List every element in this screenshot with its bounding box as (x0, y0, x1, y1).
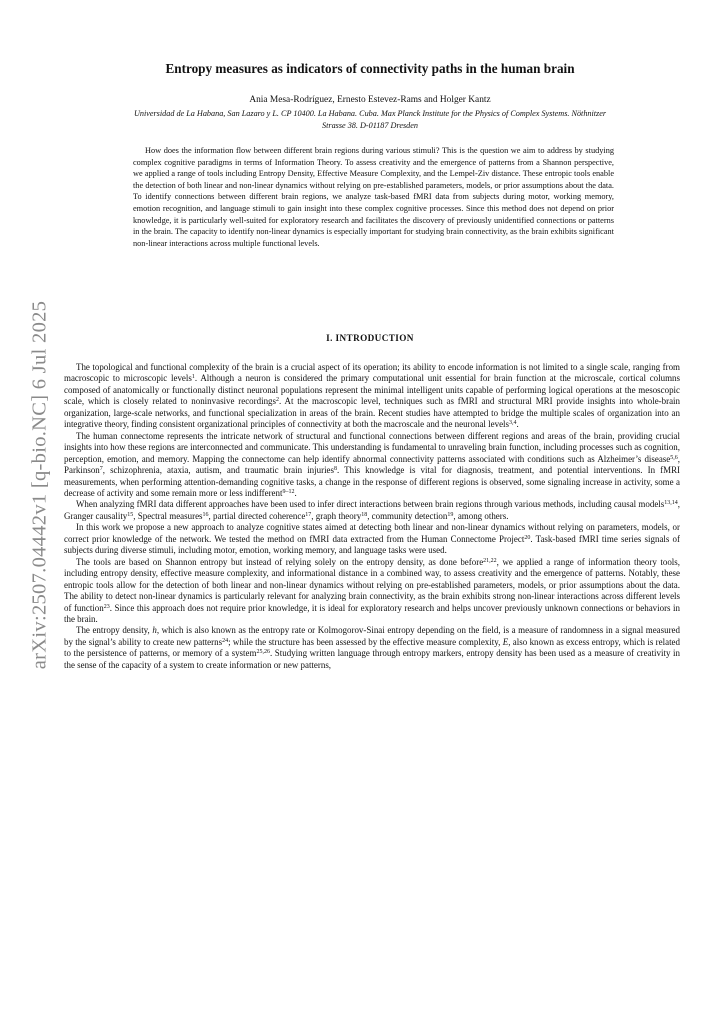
paragraph (64, 431, 680, 500)
text: , Parkinson (64, 453, 680, 476)
author-list: Ania Mesa-Rodríguez, Ernesto Estevez-Rams and Holger Kantz (249, 95, 491, 105)
citation: 13,14 (664, 500, 678, 507)
paragraph (64, 362, 680, 431)
text: The human connectome represents the intricate network of structural and functional connections between different regions and areas of the brain, providing crucial insights into how these regions are interconnected and communicate. This understanding is fundamental to unraveling brain function, including processes such as cognition, perception, emotion, and memory. Mapping the connectome can help identify abnormal connectivity patterns associated with conditions such as Alzheimer’s disease (64, 430, 680, 464)
paragraph (64, 625, 680, 671)
text: In this work we propose a new approach to analyze cognitive states aimed at detecting both linear and non-linear dynamics without relying on parameters, models, or correct prior knowledge of the network. We tested the method on fMRI data extracted from the Human Connectome Project (64, 522, 680, 544)
citation: 16 (202, 511, 209, 518)
text: , which is also known as the entropy rate or Kolmogorov-Sinai entropy depending on the field, is a measure of randomness in a signal measured by the signal’s ability to create new patterns (64, 625, 680, 647)
section-heading: I. INTRODUCTION (326, 333, 414, 343)
text: The topological and functional complexity of the brain is a crucial aspect of its operation; its ability to encode information is not limited to a single scale, ranging from macroscopic to microscopic levels (64, 362, 680, 384)
text: The tools are based on Shannon entropy but instead of relying solely on the entropy density, as done before (76, 556, 484, 567)
citation: 8 (334, 466, 338, 473)
text: . Since this approach does not require prior knowledge, it is ideal for exploratory research and helps uncover previously unknown connections or behaviors in the brain. (64, 602, 680, 624)
text: , among others. (453, 510, 509, 521)
citation: 15 (127, 511, 134, 518)
abstract: How does the information flow between different brain regions during various stimuli? This is the question we aim to address by studying complex cognitive paradigms in terms of Information Theory. To assess creativity and the emergence of patterns from a Shannon perspective, we applied a range of tools including Entropy Density, Effective Measure Complexity, and the Lempel-Ziv distance. These entropic tools enable the detection of both linear and non-linear dynamics without relying on pre-established parameters, models, or prior assumptions about the data. To identify connections between different brain regions, we analyze task-based fMRI data from subjects during motor, working memory, emotion recognition, and language stimuli to gain insight into these complex cognitive processes. Since this method does not depend on prior knowledge, it is particularly well-suited for exploratory research and facilitates the discovery of previously unidentified connections or patterns in the brain. The capacity to identify non-linear dynamics is especially important for studying brain connectivity, as the brain exhibits significant non-linear interactions across multiple functional levels. (133, 146, 614, 248)
citation: 20 (524, 534, 531, 541)
text: , Spectral measures (133, 510, 203, 521)
text: , Granger causality (64, 499, 680, 521)
citation: 3,4 (509, 420, 517, 427)
text: . (294, 487, 297, 498)
text: , partial directed coherence (208, 510, 306, 521)
citation: 2 (276, 397, 279, 404)
citation: 18 (361, 511, 368, 518)
text: When analyzing fMRI data different approaches have been used to infer direct interactions between brain regions through various methods, including causal models (76, 499, 665, 510)
introduction-body (64, 362, 680, 671)
text: . This knowledge is vital for diagnosis, treatment, and potential interventions. In fMRI measurements, when performing attention-demanding cognitive tasks, a change in the response of different regions is observed, some signaling increase in activity, some a decrease of activity and some remain more or less indifferent (64, 465, 681, 498)
text: . Task-based fMRI time series signals of subjects during diverse stimuli, including motor, emotion, working memory, and language tasks were used. (64, 533, 681, 556)
arxiv-identifier: arXiv:2507.04442v1 [q-bio.NC] 6 Jul 2025 (28, 300, 51, 670)
citation: 23 (103, 603, 110, 610)
text: , schizophrenia, ataxia, autism, and traumatic brain injuries (102, 465, 335, 476)
text: , community detection (367, 510, 448, 521)
paragraph (64, 499, 680, 522)
citation: 9–12 (282, 488, 295, 495)
text: ; while the structure has been assessed by the effective measure complexity, (228, 636, 503, 647)
citation: 17 (305, 511, 312, 518)
affiliation: Universidad de La Habana, San Lazaro y L. CP 10400. La Habana. Cuba. Max Planck Institute for the Physics of Complex Systems. Nöthnitzer Strasse 38. D-01187 Dresden (133, 109, 607, 130)
citation: 7 (99, 466, 103, 473)
citation: 24 (222, 637, 229, 644)
text: . Studying written language through entropy markers, entropy density has been used as a measure of creativity in the sense of the capacity of a system to create information or new patterns, (64, 648, 680, 670)
math-symbol: E (502, 636, 509, 647)
arxiv-identifier-sidebar (18, 290, 62, 680)
text: , also known as excess entropy, which is related to the persistence of patterns, or memory of a system (64, 636, 680, 659)
text: . At the macroscopic level, techniques such as fMRI and structural MRI provide insights into whole-brain organization, large-scale networks, and functional specialization in areas of the brain. Recent studies have attempted to bridge the multiple scales of organization into an integrative theory, finding consistent organizational principles of connectivity at both the macroscale and the neuronal levels (64, 396, 680, 430)
text: , graph theory (311, 510, 362, 521)
citation: 19 (447, 511, 454, 518)
citation: 5,6 (670, 454, 678, 461)
text: . (516, 419, 519, 430)
paragraph (64, 557, 680, 626)
text: . Although a neuron is considered the primary computational unit essential for brain function at the microscale, cortical columns composed of anatomically or functionally distinct neuronal populations represent the minimal intelligent units capable of performing logical operations at the mesoscopic scale, which is closely related to noninvasive recordings (64, 373, 680, 407)
math-symbol: h (152, 625, 157, 636)
citation: 25,26 (256, 649, 270, 656)
citation: 1 (191, 374, 195, 381)
paper-title: Entropy measures as indicators of connectivity paths in the human brain (165, 61, 575, 76)
citation: 21,22 (483, 557, 497, 564)
text: , we applied a range of information theory tools, including entropy density, effective measure complexity, and informational distance in a combined way, to assess creativity and the emergence of patterns. Notably, these entropic tools allow for the detection of both linear and non-linear dynamics without relying on pre-established parameters, models, or prior assumptions about the data. The ability to detect non-linear dynamics is particularly relevant for analyzing brain connectivity, as the brain exhibits strong non-linear interactions across different levels of function (64, 556, 680, 613)
text: The entropy density, (76, 625, 153, 636)
paragraph (64, 522, 680, 556)
